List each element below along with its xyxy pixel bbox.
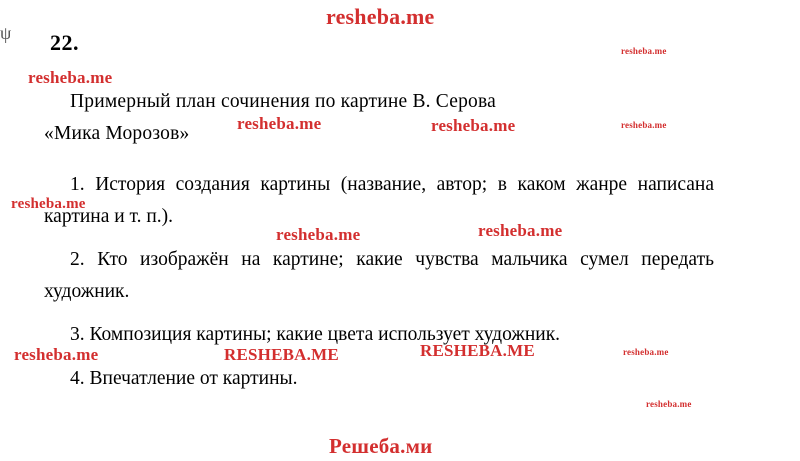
task-number: 22. <box>50 30 79 55</box>
plan-item-2 <box>44 244 714 307</box>
plan-item-4-text: 4. Впечатление от картины. <box>70 368 298 390</box>
watermark-c: resheba.me <box>237 114 322 133</box>
watermark-bottom: Решеба.ми <box>329 434 433 458</box>
watermark-m: resheba.me <box>646 399 692 409</box>
plan-item-3-text: 3. Композиция картины; какие цвета использует художник. <box>70 324 561 346</box>
watermark-i: resheba.me <box>14 345 99 364</box>
watermark-g: resheba.me <box>276 225 361 244</box>
plan-item-3 <box>44 319 714 351</box>
watermark-h: resheba.me <box>478 221 563 240</box>
plan-item-4 <box>44 363 714 395</box>
intro-line-1: Примерный план сочинения по картине В. Серова <box>70 91 497 112</box>
watermark-l: resheba.me <box>623 347 669 357</box>
paragraph-intro <box>44 86 714 149</box>
plan-item-2-text: 2. Кто изображён на картине; какие чувства мальчика сумел передать художник. <box>44 249 714 302</box>
watermark-j: RESHEBA.ME <box>224 345 339 364</box>
intro-line-2: «Мика Морозов» <box>44 122 190 144</box>
corner-mark: ψ <box>0 23 12 43</box>
watermark-d: resheba.me <box>431 116 516 135</box>
watermark-top: resheba.me <box>326 4 435 29</box>
plan-item-1 <box>44 169 714 232</box>
watermark-b: resheba.me <box>28 68 113 87</box>
plan-item-1-text: 1. История создания картины (название, автор; в каком жанре написана картина и т. п.). <box>44 174 714 227</box>
watermark-f: resheba.me <box>11 196 86 212</box>
document-body <box>44 86 714 407</box>
watermark-k: RESHEBA.ME <box>420 341 535 360</box>
watermark-e: resheba.me <box>621 120 667 130</box>
watermark-a: resheba.me <box>621 46 667 56</box>
